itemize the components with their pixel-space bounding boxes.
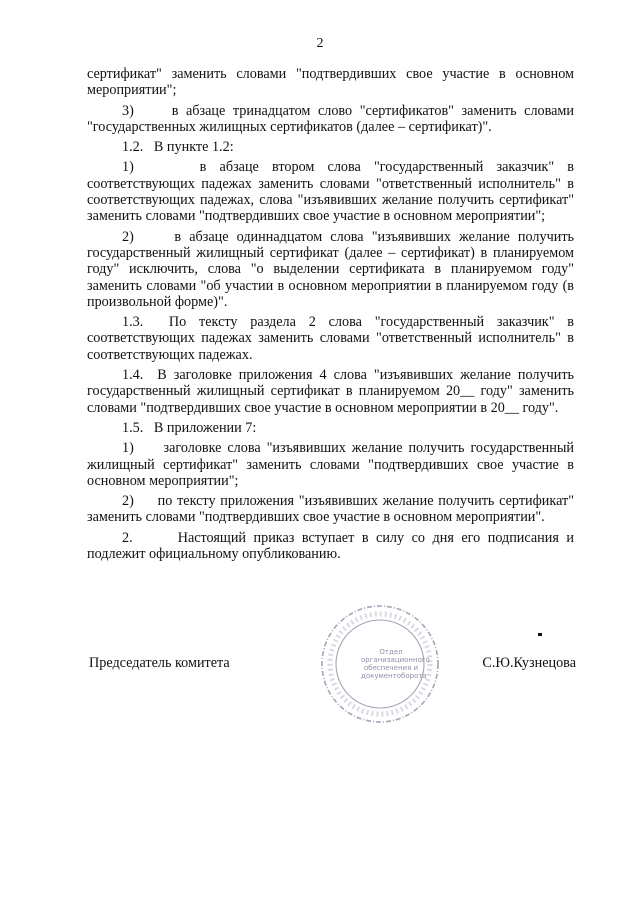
paragraph: сертификат" заменить словами "подтвердивших свое участие в основном мероприятии"; — [87, 66, 574, 99]
paragraph: 3) в абзаце тринадцатом слово "сертификатов" заменить словами "государственных жилищных сертификатов (далее – сертификат)". — [87, 102, 574, 135]
paragraph: 1.4. В заголовке приложения 4 слова "изъявивших желание получить государственный жилищный сертификат в планируемом 20__ году" заменить словами "подтвердивших свое участие в основном мероприятии в 20__ году". — [87, 367, 574, 416]
paragraph: 2) в абзаце одиннадцатом слова "изъявивших желание получить государственный жилищный сертификат (далее – сертификат) в планируемом году" исключить, слова "о выделении сертификата в планируемом году" заменить словами "об участии в основном мероприятии в планируемом году (в произвольной форме)". — [87, 228, 574, 310]
paragraph: 1.5. В приложении 7: — [122, 419, 257, 436]
signatory-title: Председатель комитета — [89, 655, 230, 671]
paragraph: 1) в абзаце втором слова "государственный заказчик" в соответствующих падежах заменить словами "ответственный исполнитель" в соответствующих падежах, слова "изъявивших желание получить сертификат" заменить словами "подтвердивших свое участие в основном мероприятии"; — [87, 159, 574, 225]
paragraph: 2. Настоящий приказ вступает в силу со дня его подписания и подлежит официальному опубликованию. — [87, 529, 574, 563]
paragraph: 2) по тексту приложения "изъявивших желание получить сертификат" заменить словами "подтвердивших свое участие в основном мероприятии". — [87, 493, 574, 526]
document-body — [87, 66, 574, 566]
pen-mark — [538, 633, 542, 636]
page-number: 2 — [316, 36, 324, 51]
paragraph: 1.2. В пункте 1.2: — [122, 139, 234, 156]
paragraph: 1.3. По тексту раздела 2 слова "государственный заказчик" в соответствующих падежах заменить словами "ответственный исполнитель" в соответствующих падежах. — [87, 314, 574, 363]
signatory-name: С.Ю.Кузнецова — [482, 655, 576, 671]
paragraph: 1) заголовке слова "изъявивших желание получить государственный жилищный сертификат" заменить словами "подтвердивших свое участие в основном мероприятии"; — [87, 440, 574, 489]
stamp-text: Отдел организационного обеспечения и документоборота — [361, 648, 430, 680]
